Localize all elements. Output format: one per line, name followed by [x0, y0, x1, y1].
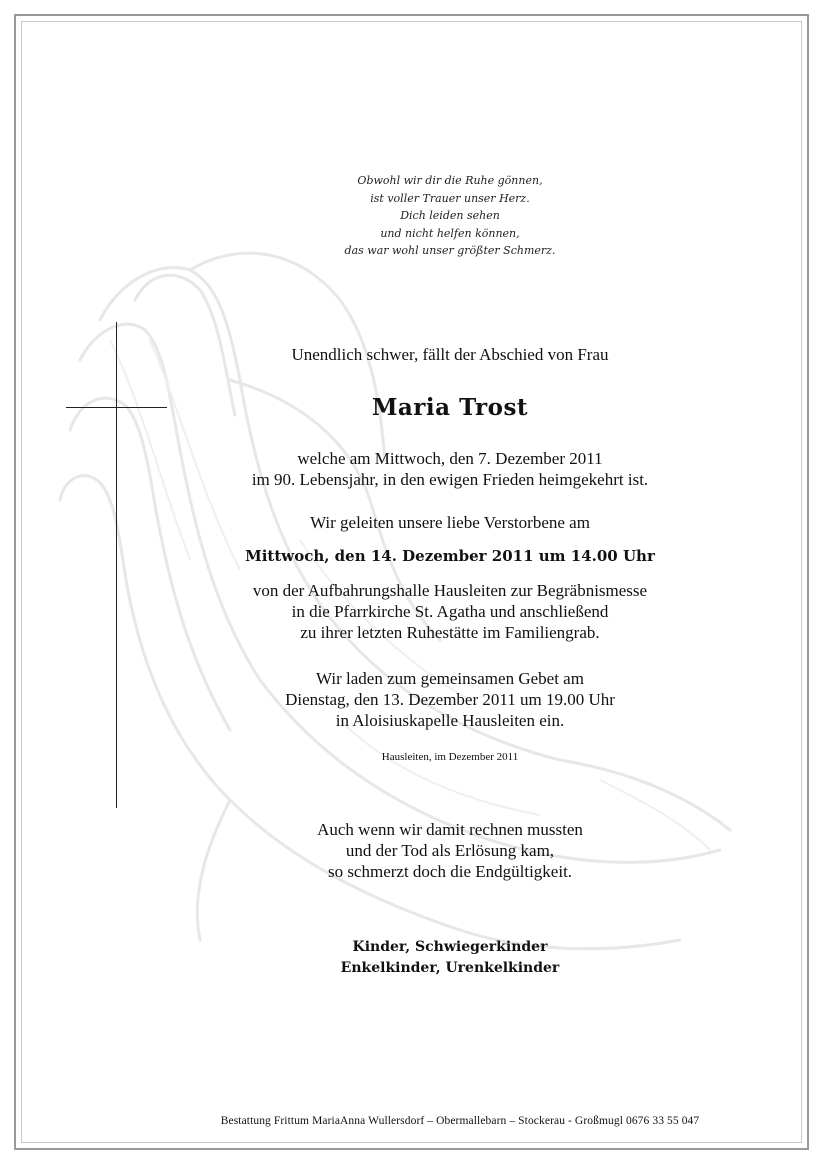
farewell-verse: [120, 819, 780, 882]
farewell-line: und der Tod als Erlösung kam,: [345, 841, 555, 860]
prayer-line: Dienstag, den 13. Dezember 2011 um 19.00 Uhr: [285, 690, 615, 709]
funeral-datetime: Mittwoch, den 14. Dezember 2011 um 14.00 Uhr: [245, 547, 655, 565]
cross-icon-vertical: [116, 322, 117, 808]
motto-poem: [120, 172, 780, 260]
announcement-intro: Unendlich schwer, fällt der Abschied von Frau: [291, 345, 609, 364]
motto-line: Obwohl wir dir die Ruhe gönnen,: [357, 174, 543, 187]
funeral-home-footer: Bestattung Frittum MariaAnna Wullersdorf – Obermallebarn – Stockerau - Großmugl 0676 33 55 047: [220, 1115, 700, 1127]
motto-line: das war wohl unser größter Schmerz.: [344, 244, 556, 257]
death-line: im 90. Lebensjahr, in den ewigen Frieden heimgekehrt ist.: [251, 470, 649, 489]
funeral-route: [120, 580, 780, 643]
place-and-date: Hausleiten, im Dezember 2011: [381, 751, 519, 763]
prayer-line: in Aloisiuskapelle Hausleiten ein.: [335, 711, 565, 730]
prayer-line: Wir laden zum gemeinsamen Gebet am: [316, 669, 584, 688]
route-line: in die Pfarrkirche St. Agatha und anschließend: [291, 602, 609, 621]
prayer-invitation: [120, 668, 780, 731]
motto-line: und nicht helfen können,: [380, 226, 520, 240]
mourners-line: Enkelkinder, Urenkelkinder: [340, 960, 560, 976]
mourners-list: [120, 937, 780, 979]
route-line: von der Aufbahrungshalle Hausleiten zur Begräbnismesse: [252, 581, 648, 600]
death-details: [120, 448, 780, 490]
farewell-line: Auch wenn wir damit rechnen mussten: [317, 820, 583, 839]
mourners-line: Kinder, Schwiegerkinder: [352, 939, 548, 955]
deceased-name: Maria Trost: [371, 394, 529, 421]
funeral-escort-text: Wir geleiten unsere liebe Verstorbene am: [310, 513, 590, 532]
motto-line: ist voller Trauer unser Herz.: [370, 191, 530, 205]
farewell-line: so schmerzt doch die Endgültigkeit.: [327, 862, 573, 881]
motto-line: Dich leiden sehen: [400, 209, 500, 222]
death-line: welche am Mittwoch, den 7. Dezember 2011: [297, 449, 603, 468]
route-line: zu ihrer letzten Ruhestätte im Familiengrab.: [300, 623, 600, 642]
